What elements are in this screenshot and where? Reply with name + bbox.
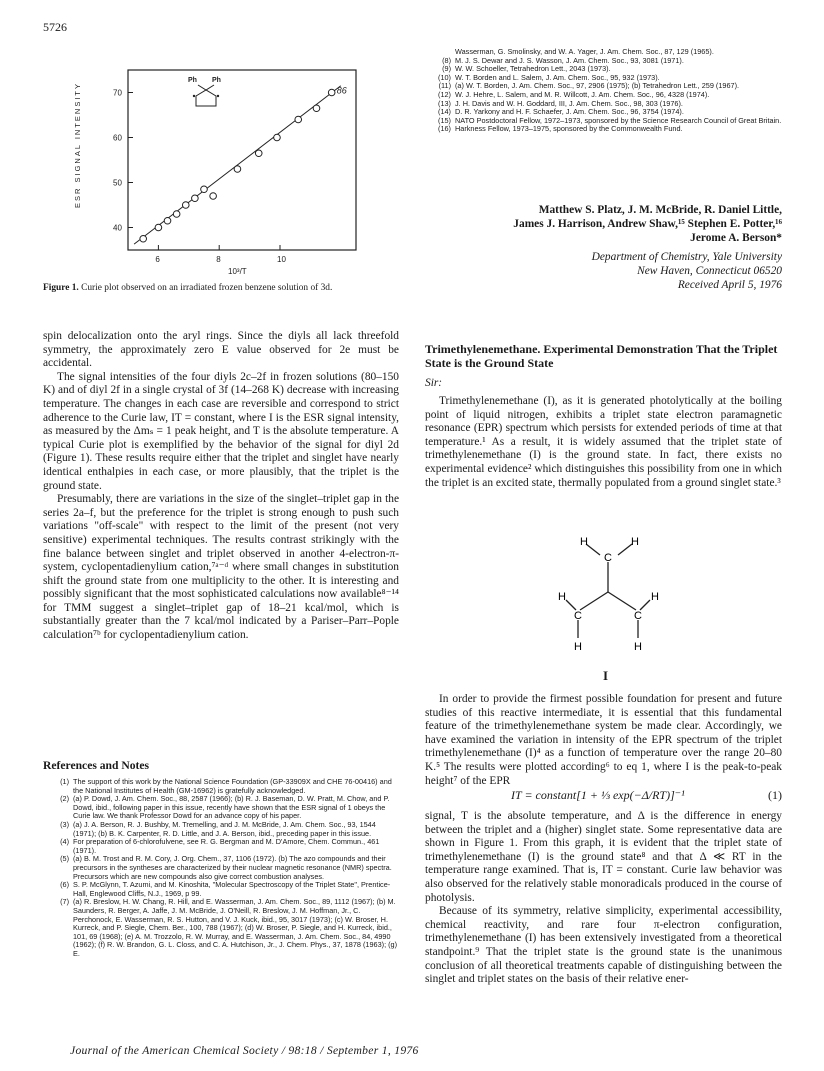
x-tick-label: 6 [155, 255, 160, 264]
reference-text: Harkness Fellow, 1973–1975, sponsored by the Commonwealth Fund. [455, 124, 683, 134]
journal-footer: Journal of the American Chemical Society / 98:18 / September 1, 1976 [70, 1044, 419, 1057]
atom-label: C [574, 610, 582, 622]
equation: IT = constant[1 + ⅓ exp(−Δ/RT)]⁻¹ [511, 788, 685, 802]
right-body-text-3 [425, 810, 782, 987]
atom-label: C [604, 552, 612, 564]
right-body-text-1 [425, 395, 782, 490]
reference-item [425, 125, 782, 134]
reference-number: (10) [438, 72, 451, 82]
inset-bond [198, 85, 214, 90]
data-point [274, 134, 281, 141]
equation-number: (1) [768, 788, 782, 802]
reference-number: (11) [438, 81, 451, 91]
trimethylenemethane-structure [530, 530, 710, 660]
reference-text: The support of this work by the National Science Foundation (GP-33909X and CHE 76-00416) and the National Institutes of Health (GM-16962) is gratefully acknowledged. [73, 777, 392, 795]
author-list [440, 203, 782, 245]
reference-text: J. H. Davis and W. H. Goddard, III, J. Am. Chem. Soc., 98, 303 (1976). [455, 98, 683, 108]
paragraph: The signal intensities of the four diyls 2c–2f in frozen solutions (80–150 K) and of diyl 2f in a single crystal of 3f (14–268 K) decrease with increasing temperature. The changes in each case are reversible and correspond to strict adherence to the Curie law, IT = constant, where I is the ESR signal intensity, as measured by the Δmₛ = 1 peak height, and T is the absolute temperature. A typical Curie plot is exemplified by the behavior of the signal for diyl 2d (Figure 1). These results require either that the triplet and singlet have nearly identical enthalpies in each case, or more plausibly, that the triplet is the ground state. [43, 370, 399, 492]
reference-number: (6) [60, 880, 69, 890]
y-tick-label: 70 [113, 88, 122, 98]
data-point [313, 105, 320, 112]
atom-label: H [580, 536, 588, 548]
received-date: Received April 5, 1976 [677, 279, 782, 291]
reference-text: (a) W. T. Borden, J. Am. Chem. Soc., 97, 2906 (1975); (b) Tetrahedron Lett., 259 (1967). [455, 81, 740, 91]
reference-text: (a) J. A. Berson, R. J. Bushby, M. Tremelling, and J. M. McBride, J. Am. Chem. Soc., 93, 1544 (1971); (b) B. K. Carpenter, R. D. Little, and J. A. Berson, ibid., preceding paper in this issue. [73, 819, 376, 838]
inset-label: Ph [188, 77, 197, 84]
reference-number: (16) [438, 124, 451, 134]
inset-label: Ph [212, 77, 221, 84]
data-point [210, 193, 217, 200]
left-body-text [43, 330, 399, 643]
inset-ring [196, 90, 216, 106]
y-axis-label: ESR SIGNAL INTENSITY [73, 82, 82, 208]
data-point [192, 195, 199, 202]
reference-text: W. W. Schoeller, Tetrahedron Lett., 2043 (1973). [455, 64, 611, 74]
data-point [173, 211, 180, 218]
reference-item [43, 838, 399, 855]
data-point [234, 166, 241, 173]
paragraph: In order to provide the firmest possible foundation for present and future studies of this reactive intermediate, it is essential that this fundamental feature of the trimethylenemethane system be made clear. Accordingly, we have examined the variation in intensity of the EPR spectrum of the triplet trimethylenemethane (I)⁴ as a function of temperature over the range 20–80 K.⁵ The results were plotted according⁶ to eq 1, where I is the peak-to-peak height⁷ of the EPR [425, 693, 782, 787]
data-point [182, 202, 189, 209]
reference-number: (8) [442, 55, 451, 65]
left-references [43, 778, 399, 958]
paragraph: signal, T is the absolute temperature, and Δ is the difference in energy between the triplet and a (higher) singlet state. Some representative data are shown in Figure 1. From this graph, it is evident that the triplet state of trimethylenemethane (I) is the ground state⁸ and that Δ ≪ RT in the temperature range examined. That is, IT = constant. Curie law behavior was also observed for the relatively stable monoradicals produced in the course of photolysis. [425, 810, 782, 904]
reference-item [43, 881, 399, 898]
page-number: 5726 [43, 20, 67, 34]
reference-text: (a) R. Breslow, H. W. Chang, R. Hill, and E. Wasserman, J. Am. Chem. Soc., 89, 1112 (1967); (b) M. Saunders, R. Berger, A. Jaffe, J. M. McBride, J. O'Neill, R. Breslow, J. M. Hoffman, Jr., C. Perchonock, E. Wasserman, R. S. Hutton, and V. J. Kuck, ibid., 95, 3017 (1973); (c) W. Broser, H. Kurreck, and P. Siegle, Chem. Ber., 100, 788 (1967); (d) W. Broser, P. Siegle, and H. Kurreck, ibid., 101, 69 (1968); (e) A. M. Trozzolo, R. W. Murray, and E. Wasserman, J. Am. Chem. Soc., 84, 4990 (1962); (f) R. W. Brandon, G. L. Closs, and C. A. Hutchison, Jr., J. Chem. Phys., 37, 1878 (1963); (g) E. [73, 897, 398, 958]
data-point [295, 116, 302, 123]
data-point [255, 150, 262, 157]
reference-item [43, 898, 399, 958]
x-axis-label: 10³/T [228, 267, 247, 275]
salutation: Sir: [425, 377, 443, 389]
reference-text: NATO Postdoctoral Fellow, 1972–1973, sponsored by the Science Research Council of Great Britain. [455, 115, 782, 125]
reference-text: W. T. Borden and L. Salem, J. Am. Chem. Soc., 95, 932 (1973). [455, 72, 660, 82]
reference-number: (2) [60, 794, 69, 804]
inset-radical-dot [217, 95, 219, 97]
y-tick-label: 40 [113, 223, 122, 233]
paragraph: Trimethylenemethane (I), as it is generated photolytically at the boiling point of liquid nitrogen, exhibits a triplet state electron paramagnetic resonance (EPR) spectrum which persists for extended periods of time at that temperature.¹ As a result, it is widely assumed that the triplet state of trimethylenemethane (I) is the ground state. In fact, there exists no experimental evidence² which distinguishes this possibility from one in which the triplet is an excited state, thermally populated from a ground singlet state.³ [425, 395, 782, 489]
curie-plot-figure [60, 60, 400, 275]
reference-text: (a) P. Dowd, J. Am. Chem. Soc., 88, 2587 (1966); (b) R. J. Baseman, D. W. Pratt, M. Chow, and P. Dowd, ibid., following paper in this issue, recently have shown that the ESR signal of 1 obeys the Curie law. We thank Professor Dowd for an advance copy of his paper. [73, 794, 390, 821]
x-tick-label: 8 [216, 255, 221, 264]
atom-label: H [634, 641, 642, 653]
reference-number: (5) [60, 854, 69, 864]
data-point [155, 224, 162, 231]
reference-text: M. J. S. Dewar and J. S. Wasson, J. Am. Chem. Soc., 93, 3081 (1971). [455, 55, 684, 65]
reference-number: (12) [438, 89, 451, 99]
affiliation-line: New Haven, Connecticut 06520 [637, 265, 782, 277]
paragraph: spin delocalization onto the aryl rings. Since the diyls all lack threefold symmetry, the approximately zero E value observed for 2e must be accidental. [43, 330, 399, 370]
figure-caption [43, 283, 398, 294]
reference-item [43, 821, 399, 838]
figure-caption-label: Figure 1. [43, 283, 79, 293]
data-point [201, 186, 208, 193]
reference-text: W. J. Hehre, L. Salem, and M. R. Willcott, J. Am. Chem. Soc., 96, 4328 (1974). [455, 89, 710, 99]
atom-label: C [634, 610, 642, 622]
reference-number: (9) [442, 64, 451, 74]
atom-label: H [631, 536, 639, 548]
inset-radical-dot [193, 95, 195, 97]
reference-number: (7) [60, 897, 69, 907]
right-references [425, 48, 782, 134]
reference-text: For preparation of 6-chlorofulvene, see R. G. Bergman and M. D'Amore, Chem. Commun., 461 (1971). [73, 837, 380, 855]
reference-item [43, 795, 399, 821]
y-tick-label: 50 [113, 178, 122, 188]
data-point [140, 235, 147, 242]
data-point [328, 89, 335, 96]
reference-number: (14) [438, 107, 451, 117]
atom-label: H [574, 641, 582, 653]
x-tick-label: 10 [277, 255, 286, 264]
paragraph: Presumably, there are variations in the size of the singlet–triplet gap in the series 2a–f, but the preference for the triplet is strong enough to push such variations "off-scale" with respect to the limit of the present (not very sensitive) experimental techniques. The results contrast strikingly with the fine balance between singlet and triplet observed in another 4-electron-π-system, cyclopentadienylium cation,⁷ᵃ⁻ᵈ where small changes in substitution shift the ground state from one multiplicity to the other. It is interesting and possibly significant that the most sophisticated calculations now available⁸⁻¹⁴ for TMM suggest a singlet–triplet gap of 18–21 kcal/mol, which is substantially greater than the 7 kcal/mol indicated by a Pariser–Parr–Pople calculation⁷ᵇ for cyclopentadienylium cation. [43, 493, 399, 642]
article-title: Trimethylenemethane. Experimental Demonstration That the Triplet State is the Ground State [425, 342, 778, 370]
reference-text: D. R. Yarkony and H. F. Schaefer, J. Am. Chem. Soc., 96, 3754 (1974). [455, 107, 684, 117]
authors-line: James J. Harrison, Andrew Shaw,¹⁵ Stephen E. Potter,¹⁶ [513, 218, 782, 230]
reference-item [43, 778, 399, 795]
authors-line: Matthew S. Platz, J. M. McBride, R. Daniel Little, [538, 204, 782, 216]
authors-line: Jerome A. Berson* [690, 232, 782, 244]
references-heading: References and Notes [43, 759, 150, 772]
atom-label: H [558, 591, 566, 603]
reference-number: (3) [60, 819, 69, 829]
paragraph: Because of its symmetry, relative simplicity, experimental accessibility, chemical reactivity, and rare four π-electron configuration, trimethylenemethane (I) has been extensively investigated from a theoretical standpoint.⁹ That the triplet state is the ground state is the unanimous conclusion of all theoretical treatments capable of distinguishing between the singlet and triplet states on the basis of their relative ener- [425, 905, 782, 986]
reference-number: (1) [60, 777, 69, 786]
structure-label: I [603, 668, 609, 683]
y-tick-label: 60 [113, 133, 122, 143]
affiliation-line: Department of Chemistry, Yale University [591, 251, 782, 263]
reference-number: (13) [438, 98, 451, 108]
reference-text: Wasserman, G. Smolinsky, and W. A. Yager, J. Am. Chem. Soc., 87, 129 (1965). [455, 47, 714, 56]
right-body-text-2 [425, 693, 782, 788]
reference-item [43, 855, 399, 881]
reference-number: (4) [60, 837, 69, 847]
reference-text: (a) B. M. Trost and R. M. Cory, J. Org. Chem., 37, 1106 (1972). (b) The azo compounds and their precursors in the syntheses are characterized by their nuclear magnetic resonance (NMR) spectra. Precursors which are new compounds also give correct combustion analyses. [73, 854, 392, 881]
affiliation [440, 250, 782, 292]
figure-caption-text: Curie plot observed on an irradiated frozen benzene solution of 3d. [81, 283, 333, 293]
reference-number: (15) [438, 115, 451, 125]
data-point [164, 217, 171, 224]
atom-label: H [651, 591, 659, 603]
reference-text: S. P. McGlynn, T. Azumi, and M. Kinoshita, "Molecular Spectroscopy of the Triplet State", Prentice-Hall, Englewood Cliffs, N.J., 1969, p 99. [73, 880, 391, 898]
point-label: 86 [336, 85, 347, 96]
